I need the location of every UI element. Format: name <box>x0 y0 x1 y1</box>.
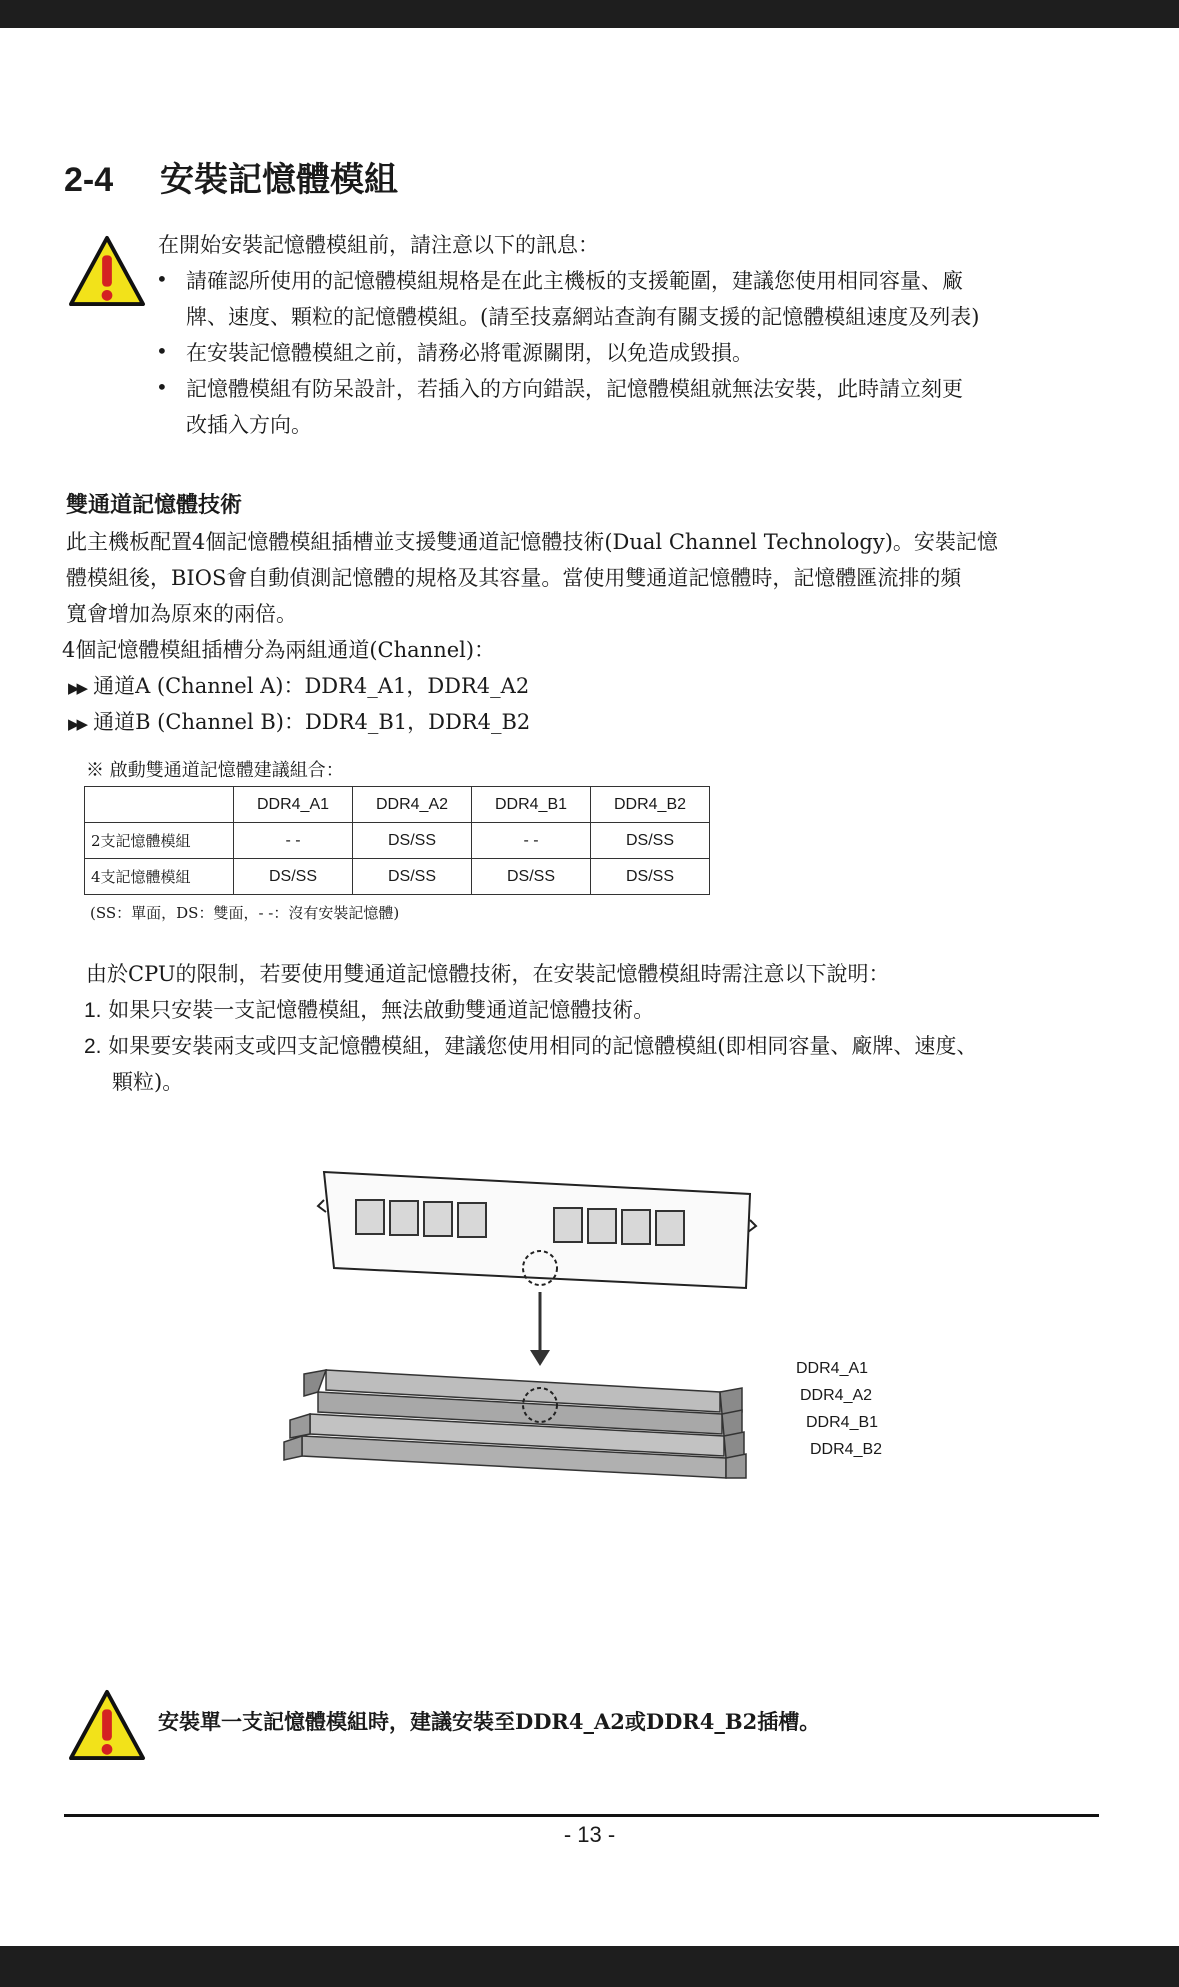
table-header-cell: DDR4_A1 <box>234 787 353 823</box>
table-row-label: 4支記憶體模組 <box>85 859 234 895</box>
bullet-dot: • <box>156 339 168 363</box>
warning-icon <box>68 234 146 308</box>
dual-channel-paragraph-line-1: 此主機板配置4個記憶體模組插槽並支援雙通道記憶體技術(Dual Channel Technology)。安裝記憶 <box>66 530 998 554</box>
table-header-cell: DDR4_A2 <box>353 787 472 823</box>
dual-channel-paragraph-line-2: 體模組後，BIOS會自動偵測記憶體的規格及其容量。當使用雙通道記憶體時，記憶體匯流排的頻 <box>66 566 962 590</box>
list-number: 2. <box>84 1035 102 1058</box>
memory-installation-diagram <box>260 1160 900 1520</box>
cpu-note-item-2-continued: 顆粒)。 <box>112 1070 184 1094</box>
table-cell: - - <box>234 823 353 859</box>
top-bar <box>0 0 1179 28</box>
dimm-slots-illustration <box>284 1370 746 1478</box>
list-number: 1. <box>84 999 102 1022</box>
double-arrow-icon: ▶▶ <box>68 715 86 733</box>
footer-rule <box>64 1814 1099 1817</box>
double-arrow-icon: ▶▶ <box>68 679 86 697</box>
slot-label-b2: DDR4_B2 <box>810 1441 883 1458</box>
bottom-warning-text: 安裝單一支記憶體模組時，建議安裝至DDR4_A2或DDR4_B2插槽。 <box>158 1709 821 1734</box>
bottom-bar <box>0 1946 1179 1987</box>
table-caption: ※ 啟動雙通道記憶體建議組合： <box>86 760 344 781</box>
table-cell: - - <box>472 823 591 859</box>
list-text: 如果要安裝兩支或四支記憶體模組，建議您使用相同的記憶體模組(即相同容量、廠牌、速度、 <box>108 1034 978 1058</box>
channel-a <box>68 668 529 706</box>
section-number: 2-4 <box>64 161 114 199</box>
caution-bullet-3-line-1: 記憶體模組有防呆設計，若插入的方向錯誤，記憶體模組就無法安裝，此時請立刻更 <box>186 377 963 401</box>
channels-intro: 4個記憶體模組插槽分為兩組通道(Channel)： <box>62 638 496 662</box>
table-header-cell: DDR4_B1 <box>472 787 591 823</box>
bullet-dot: • <box>156 267 168 291</box>
dual-channel-paragraph-line-3: 寬會增加為原來的兩倍。 <box>66 602 297 626</box>
caution-bullet-1-line-2: 牌、速度、顆粒的記憶體模組。(請至技嘉網站查詢有關支援的記憶體模組速度及列表) <box>186 305 980 329</box>
slot-label-a1: DDR4_A1 <box>796 1360 869 1377</box>
slot-label-b1: DDR4_B1 <box>806 1414 879 1431</box>
caution-bullet-3-line-2: 改插入方向。 <box>186 413 312 437</box>
cpu-note-intro: 由於CPU的限制，若要使用雙通道記憶體技術，在安裝記憶體模組時需注意以下說明： <box>86 962 890 986</box>
channel-b <box>68 704 530 742</box>
table-row-label: 2支記憶體模組 <box>85 823 234 859</box>
table-row <box>85 823 710 859</box>
channel-b-text: 通道B (Channel B)：DDR4_B1，DDR4_B2 <box>93 710 531 734</box>
dual-channel-config-table <box>84 786 710 895</box>
caution-intro: 在開始安裝記憶體模組前，請注意以下的訊息： <box>158 233 599 257</box>
list-text: 如果只安裝一支記憶體模組，無法啟動雙通道記憶體技術。 <box>108 998 655 1022</box>
section-heading <box>64 152 398 201</box>
section-title: 安裝記憶體模組 <box>160 160 398 200</box>
table-row <box>85 859 710 895</box>
bullet-dot: • <box>156 375 168 399</box>
caution-bullet-2: 在安裝記憶體模組之前，請務必將電源關閉，以免造成毀損。 <box>186 341 753 365</box>
table-cell: DS/SS <box>591 859 710 895</box>
table-cell: DS/SS <box>591 823 710 859</box>
channel-a-text: 通道A (Channel A)：DDR4_A1，DDR4_A2 <box>93 674 530 698</box>
caution-bullet-1-line-1: 請確認所使用的記憶體模組規格是在此主機板的支援範圍，建議您使用相同容量、廠 <box>186 269 963 293</box>
cpu-note-item-1 <box>84 992 654 1029</box>
dual-channel-title: 雙通道記憶體技術 <box>66 492 243 518</box>
down-arrow-icon <box>530 1292 550 1366</box>
table-cell: DS/SS <box>353 859 472 895</box>
table-cell: DS/SS <box>234 859 353 895</box>
table-header-row <box>85 787 710 823</box>
table-legend: (SS：單面，DS：雙面，- -：沒有安裝記憶體) <box>90 904 400 922</box>
table-cell: DS/SS <box>353 823 472 859</box>
table-header-cell <box>85 787 234 823</box>
cpu-note-item-2 <box>84 1028 977 1065</box>
table-header-cell: DDR4_B2 <box>591 787 710 823</box>
table-cell: DS/SS <box>472 859 591 895</box>
warning-icon <box>68 1688 146 1762</box>
slot-label-a2: DDR4_A2 <box>800 1387 873 1404</box>
page-number: - 13 - <box>563 1822 616 1847</box>
